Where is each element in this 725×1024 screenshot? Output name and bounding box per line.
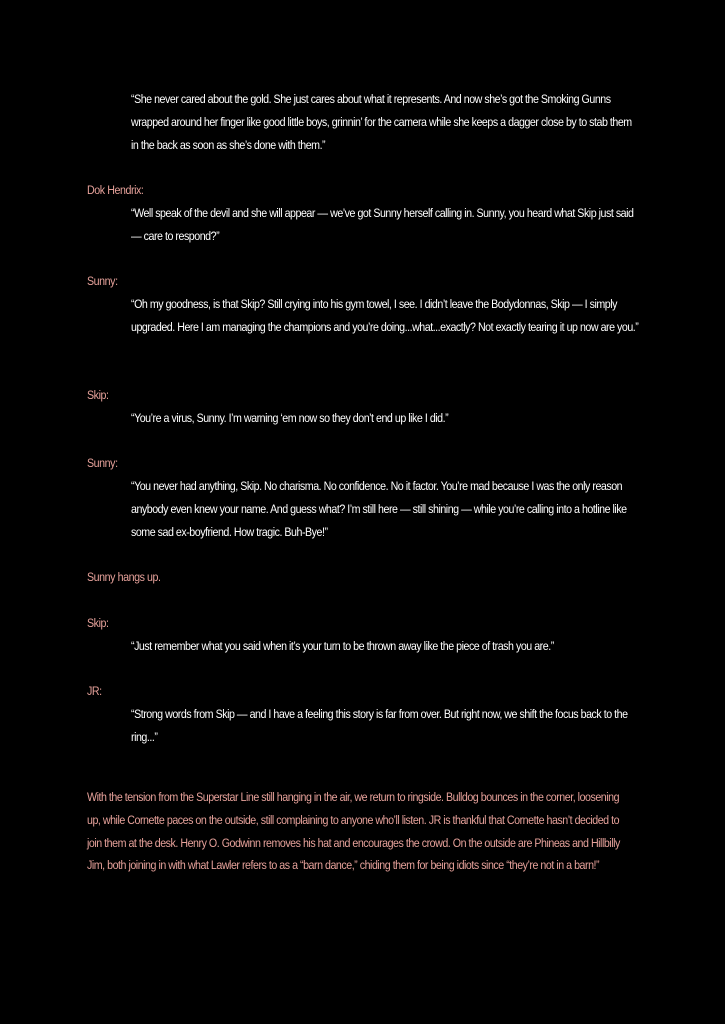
dialogue-quote-skip-reply: “You’re a virus, Sunny. I’m warning ‘em now so they don’t end up like I did.” bbox=[131, 411, 449, 425]
speaker-label-sunny-reply: Sunny: bbox=[87, 456, 118, 470]
speaker-label-sunny: Sunny: bbox=[87, 274, 118, 288]
dialogue-quote-skip-final: “Just remember what you said when it’s your turn to be thrown away like the piece of trash you are.” bbox=[131, 639, 554, 653]
speaker-label-jr: JR: bbox=[87, 684, 102, 698]
stage-direction: Sunny hangs up. bbox=[87, 570, 161, 584]
dialogue-quote-sunny-reply: “You never had anything, Skip. No charisma. No confidence. No it factor. You’re mad because I was the only reason anybody even knew your name. And guess what? I’m still here — still shining — while you’re calling into a hotline like some sad ex-boyfriend. How tragic. Buh-Bye!” bbox=[131, 479, 627, 539]
dialogue-quote-sunny: “Oh my goodness, is that Skip? Still crying into his gym towel, I see. I didn’t leave the Bodydonnas, Skip — I simply upgraded. Here I am managing the champions and you’re doing...what...exactly? Not exactly tearing it up now are you.” bbox=[131, 297, 639, 334]
speaker-label-dok-hendrix: Dok Hendrix: bbox=[87, 183, 144, 197]
dialogue-quote-jr: “Strong words from Skip — and I have a feeling this story is far from over. But right now, we shift the focus back to the ring...” bbox=[131, 707, 628, 744]
speaker-label-skip-final: Skip: bbox=[87, 616, 109, 630]
dialogue-quote-skip: “She never cared about the gold. She just cares about what it represents. And now she’s got the Smoking Gunns wrapped around her finger like good little boys, grinnin’ for the camera while she keeps a dagger close by to stab them in the back as soon as she’s done with them.” bbox=[131, 92, 632, 152]
dialogue-quote-dok-hendrix: “Well speak of the devil and she will appear — we’ve got Sunny herself calling in. Sunny, you heard what Skip just said — care to respond?” bbox=[131, 206, 634, 243]
narration-paragraph: With the tension from the Superstar Line still hanging in the air, we return to ringside. Bulldog bounces in the corner, loosening up, while Cornette paces on the outside, still complaining to anyone who’ll listen. JR is thankful that Cornette hasn’t decided to join them at the desk. Henry O. Godwinn removes his hat and encourages the crowd. On the outside are Phineas and Hillbilly Jim, both joining in with what Lawler refers to as a “barn dance,” chiding them for being idiots since “they’re not in a barn!” bbox=[87, 790, 620, 873]
speaker-label-skip: Skip: bbox=[87, 388, 109, 402]
